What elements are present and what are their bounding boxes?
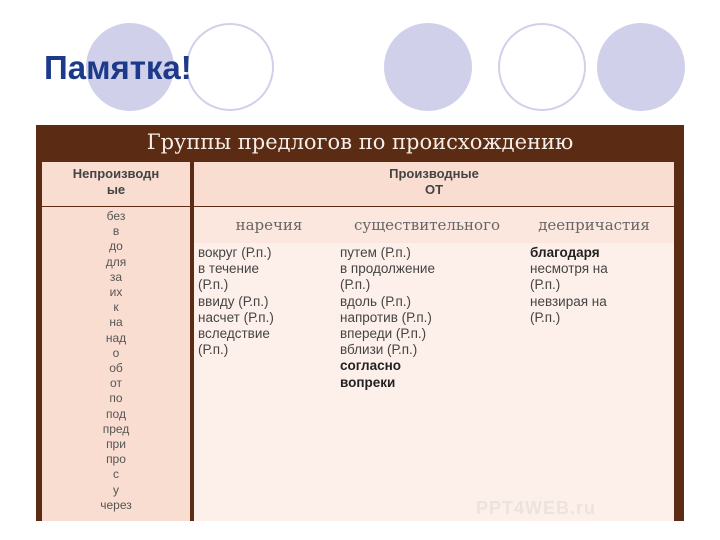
list-item: (Р.п.) xyxy=(530,309,561,325)
list-item: (Р.п.) xyxy=(198,342,229,358)
list-item: через xyxy=(100,497,132,512)
header-left-line2: ые xyxy=(106,182,126,197)
participles-column xyxy=(530,245,608,326)
list-item: об xyxy=(109,361,123,376)
list-item: ввиду (Р.п.) xyxy=(198,293,269,309)
list-item: без xyxy=(106,209,126,223)
list-item: вблизи (Р.п.) xyxy=(340,342,418,358)
list-item: вокруг (Р.п.) xyxy=(198,245,272,260)
header-right-line1: Производные xyxy=(389,166,479,181)
list-item: напротив (Р.п.) xyxy=(340,309,432,325)
decor-circle-4 xyxy=(498,23,586,111)
list-item: под xyxy=(106,406,126,421)
subheader-row xyxy=(194,207,674,243)
list-item: несмотря на xyxy=(530,261,608,277)
list-item: (Р.п.) xyxy=(198,277,229,293)
list-item: (Р.п.) xyxy=(340,277,371,293)
list-item: их xyxy=(109,285,123,300)
subheader-nouns: существительного xyxy=(354,216,500,234)
list-item: при xyxy=(106,437,126,452)
list-item: путем (Р.п.) xyxy=(340,245,411,260)
header-left-line1: Непроизводн xyxy=(72,166,160,181)
list-item: с xyxy=(113,467,119,482)
list-item: у xyxy=(113,482,119,497)
list-item: впереди (Р.п.) xyxy=(340,326,427,342)
decor-circle-2 xyxy=(186,23,274,111)
list-item: вдоль (Р.п.) xyxy=(340,293,412,309)
list-item: от xyxy=(110,376,122,391)
list-item: вследствие xyxy=(198,326,270,342)
list-item: (Р.п.) xyxy=(530,277,561,293)
list-item: невзирая на xyxy=(530,293,607,309)
list-item: про xyxy=(106,452,126,467)
non-derivative-column xyxy=(42,207,190,521)
nouns-column xyxy=(340,245,435,391)
watermark: PPT4WEB.ru xyxy=(476,498,597,518)
list-item: благодаря xyxy=(530,245,600,260)
list-item: о xyxy=(112,345,120,360)
adverbs-column xyxy=(198,245,274,358)
list-item: в продолжение xyxy=(340,261,435,277)
subheader-participles: деепричастия xyxy=(538,216,650,234)
list-item: за xyxy=(109,269,123,284)
list-item: для xyxy=(105,254,127,269)
derivative-body xyxy=(194,243,674,521)
decor-circle-3 xyxy=(384,23,472,111)
table-caption: Группы предлогов по происхождению xyxy=(146,130,574,154)
list-item: в течение xyxy=(198,261,260,277)
list-item: на xyxy=(109,315,123,330)
list-item: вопреки xyxy=(340,374,396,390)
decor-circle-5 xyxy=(597,23,685,111)
header-derivative xyxy=(194,162,674,206)
list-item: до xyxy=(109,239,123,254)
subheader-adverbs: наречия xyxy=(235,216,303,234)
list-item: к xyxy=(113,300,119,315)
list-item: насчет (Р.п.) xyxy=(198,309,274,325)
header-right-line2: ОТ xyxy=(424,182,444,197)
list-item: над xyxy=(105,330,127,345)
page-title: Памятка! xyxy=(44,49,192,86)
list-item: в xyxy=(112,224,120,239)
header-non-derivative xyxy=(42,162,190,206)
list-item: по xyxy=(109,391,123,406)
list-item: пред xyxy=(102,421,130,436)
prepositions-table xyxy=(36,125,684,521)
list-item: согласно xyxy=(340,358,402,374)
